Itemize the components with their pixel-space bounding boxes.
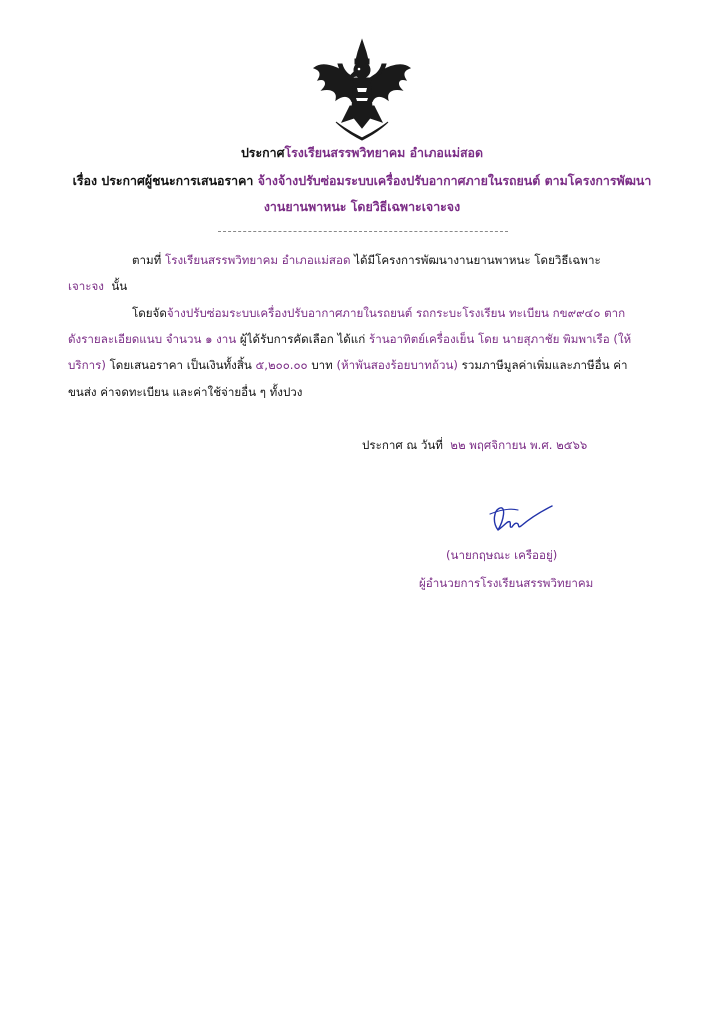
- subject-title-line1: จ้างจ้างปรับซ่อมระบบเครื่องปรับอากาศภายในรถยนต์ ตามโครงการพัฒนา: [257, 173, 652, 188]
- signer-name: (นายกฤษณะ เครืออยู่): [446, 548, 558, 562]
- announcement-date: [362, 437, 587, 455]
- paragraph-2-line-2: [68, 331, 631, 349]
- p2-tax-note: รวมภาษีมูลค่าเพิ่มและภาษีอื่น ค่า: [461, 358, 628, 372]
- p2-amount: ๕,๒๐๐.๐๐: [255, 358, 308, 372]
- paragraph-1-line-2: [68, 278, 127, 296]
- p2-amount-words: (ห้าพันสองร้อยบาทถ้วน): [336, 358, 458, 372]
- p2-detail: ดังรายละเอียดแนบ จำนวน ๑ งาน: [68, 332, 237, 346]
- p2-work-description: จ้างปรับซ่อมระบบเครื่องปรับอากาศภายในรถยนต์ รถกระบะโรงเรียน ทะเบียน กข๙๙๔๐ ตาก: [166, 306, 626, 320]
- p2-offer-label: โดยเสนอราคา เป็นเงินทั้งสิ้น: [109, 358, 252, 372]
- p1-lead: ตามที่: [132, 253, 162, 267]
- p2-lead: โดยจัด: [132, 306, 167, 320]
- p2-currency: บาท: [311, 358, 333, 372]
- subject-prefix: เรื่อง ประกาศผู้ชนะการเสนอราคา: [72, 173, 254, 188]
- handwritten-signature-icon: [484, 500, 556, 540]
- paragraph-1-line-1: [132, 252, 601, 270]
- section-divider: [218, 231, 508, 232]
- announcement-heading: [40, 144, 684, 163]
- subject-line: [40, 172, 684, 191]
- subject-title-line2: งานยานพาหนะ โดยวิธีเฉพาะเจาะจง: [263, 199, 461, 214]
- heading-prefix: ประกาศ: [240, 145, 285, 160]
- p1-middle: ได้มีโครงการพัฒนางานยานพาหนะ โดยวิธีเฉพาะ: [354, 253, 601, 267]
- p2-vendor-cont: บริการ): [68, 358, 106, 372]
- paragraph-2-line-4: ขนส่ง ค่าจดทะเบียน และค่าใช้จ่ายอื่น ๆ ทั้งปวง: [68, 385, 303, 399]
- heading-organization: โรงเรียนสรรพวิทยาคม อำเภอแม่สอด: [284, 145, 484, 160]
- paragraph-2-line-1: [132, 305, 625, 323]
- paragraph-2-line-3: [68, 357, 628, 375]
- p1-line2-purple: เจาะจง: [68, 279, 104, 293]
- p2-vendor: ร้านอาทิตย์เครื่องเย็น โดย นายสุภาชัย พิมพาเรือ (ให้: [368, 332, 632, 346]
- date-value: ๒๒ พฤศจิกายน พ.ศ. ๒๕๖๖: [450, 438, 588, 452]
- date-prefix: ประกาศ ณ วันที่: [362, 438, 443, 452]
- garuda-emblem-icon: [310, 38, 414, 142]
- p1-organization: โรงเรียนสรรพวิทยาคม อำเภอแม่สอด: [165, 253, 351, 267]
- signer-title: ผู้อำนวยการโรงเรียนสรรพวิทยาคม: [419, 576, 594, 590]
- p2-selected-label: ผู้ได้รับการคัดเลือก ได้แก่: [239, 332, 366, 346]
- p1-line2-tail: นั้น: [111, 279, 128, 293]
